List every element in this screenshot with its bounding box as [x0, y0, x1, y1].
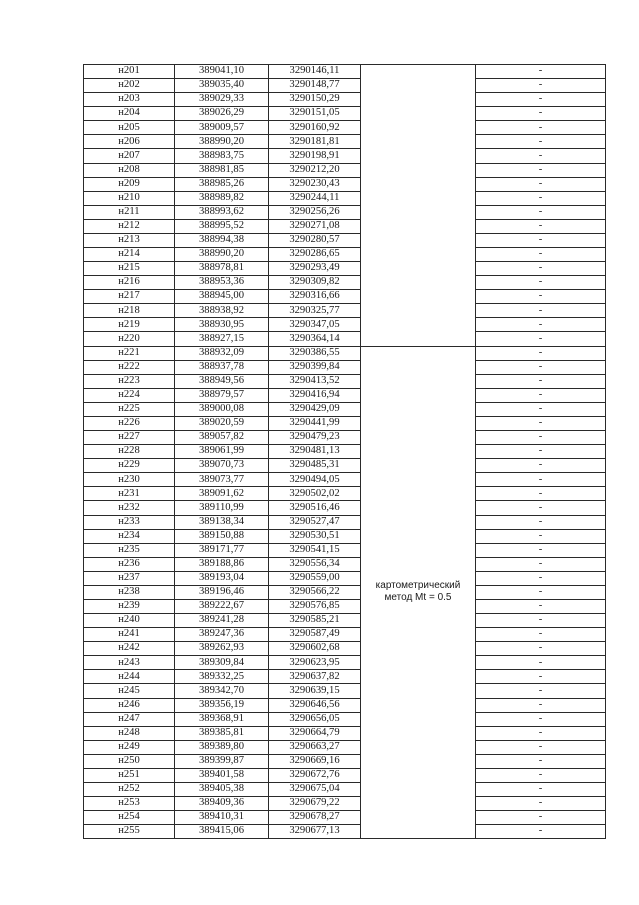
table-row: [84, 585, 606, 599]
method-cell: [361, 346, 476, 839]
method-cell-upper: [361, 65, 476, 347]
y-coordinate-cell: 3290656,05: [269, 712, 361, 726]
y-coordinate-cell: 3290286,65: [269, 248, 361, 262]
y-coordinate-cell: 3290576,85: [269, 599, 361, 613]
accuracy-cell: -: [476, 79, 606, 93]
y-coordinate-cell: 3290293,49: [269, 262, 361, 276]
point-name-cell: н217: [84, 290, 175, 304]
point-name-cell: н254: [84, 811, 175, 825]
accuracy-cell: -: [476, 501, 606, 515]
accuracy-cell: -: [476, 374, 606, 388]
table-row: [84, 163, 606, 177]
point-name-cell: н221: [84, 346, 175, 360]
y-coordinate-cell: 3290316,66: [269, 290, 361, 304]
accuracy-cell: -: [476, 262, 606, 276]
table-row: [84, 374, 606, 388]
x-coordinate-cell: 388983,75: [175, 149, 269, 163]
accuracy-cell: -: [476, 107, 606, 121]
y-coordinate-cell: 3290429,09: [269, 402, 361, 416]
y-coordinate-cell: 3290413,52: [269, 374, 361, 388]
accuracy-cell: -: [476, 614, 606, 628]
point-name-cell: н222: [84, 360, 175, 374]
point-name-cell: н214: [84, 248, 175, 262]
x-coordinate-cell: 389110,99: [175, 501, 269, 515]
point-name-cell: н250: [84, 754, 175, 768]
x-coordinate-cell: 389035,40: [175, 79, 269, 93]
point-name-cell: н252: [84, 782, 175, 796]
table-row: [84, 698, 606, 712]
y-coordinate-cell: 3290271,08: [269, 219, 361, 233]
y-coordinate-cell: 3290679,22: [269, 797, 361, 811]
y-coordinate-cell: 3290675,04: [269, 782, 361, 796]
table-row: [84, 768, 606, 782]
y-coordinate-cell: 3290677,13: [269, 825, 361, 839]
y-coordinate-cell: 3290230,43: [269, 177, 361, 191]
table-row: [84, 205, 606, 219]
x-coordinate-cell: 389356,19: [175, 698, 269, 712]
y-coordinate-cell: 3290530,51: [269, 529, 361, 543]
table-row: [84, 318, 606, 332]
table-row: [84, 262, 606, 276]
accuracy-cell: -: [476, 515, 606, 529]
table-row: [84, 599, 606, 613]
x-coordinate-cell: 388953,36: [175, 276, 269, 290]
accuracy-cell: -: [476, 487, 606, 501]
point-name-cell: н230: [84, 473, 175, 487]
table-row: [84, 459, 606, 473]
accuracy-cell: -: [476, 177, 606, 191]
point-name-cell: н233: [84, 515, 175, 529]
y-coordinate-cell: 3290244,11: [269, 191, 361, 205]
table-row: [84, 782, 606, 796]
table-row: [84, 290, 606, 304]
point-name-cell: н236: [84, 557, 175, 571]
y-coordinate-cell: 3290151,05: [269, 107, 361, 121]
y-coordinate-cell: 3290256,26: [269, 205, 361, 219]
table-row: [84, 557, 606, 571]
y-coordinate-cell: 3290664,79: [269, 726, 361, 740]
x-coordinate-cell: 389070,73: [175, 459, 269, 473]
x-coordinate-cell: 388985,26: [175, 177, 269, 191]
x-coordinate-cell: 389368,91: [175, 712, 269, 726]
y-coordinate-cell: 3290146,11: [269, 65, 361, 79]
point-name-cell: н206: [84, 135, 175, 149]
table-row: [84, 740, 606, 754]
y-coordinate-cell: 3290347,05: [269, 318, 361, 332]
accuracy-cell: -: [476, 346, 606, 360]
accuracy-cell: -: [476, 360, 606, 374]
point-name-cell: н235: [84, 543, 175, 557]
table-row: [84, 797, 606, 811]
table-row: [84, 501, 606, 515]
x-coordinate-cell: 389020,59: [175, 416, 269, 430]
table-row: [84, 177, 606, 191]
point-name-cell: н237: [84, 571, 175, 585]
point-name-cell: н244: [84, 670, 175, 684]
accuracy-cell: -: [476, 797, 606, 811]
accuracy-cell: -: [476, 233, 606, 247]
table-row: [84, 543, 606, 557]
x-coordinate-cell: 389171,77: [175, 543, 269, 557]
x-coordinate-cell: 389222,67: [175, 599, 269, 613]
x-coordinate-cell: 389000,08: [175, 402, 269, 416]
accuracy-cell: -: [476, 698, 606, 712]
accuracy-cell: -: [476, 684, 606, 698]
point-name-cell: н202: [84, 79, 175, 93]
accuracy-cell: -: [476, 585, 606, 599]
x-coordinate-cell: 388932,09: [175, 346, 269, 360]
point-name-cell: н227: [84, 431, 175, 445]
accuracy-cell: -: [476, 276, 606, 290]
table-row: [84, 304, 606, 318]
table-row: [84, 431, 606, 445]
y-coordinate-cell: 3290481,13: [269, 445, 361, 459]
y-coordinate-cell: 3290669,16: [269, 754, 361, 768]
y-coordinate-cell: 3290585,21: [269, 614, 361, 628]
table-row: [84, 65, 606, 79]
y-coordinate-cell: 3290479,23: [269, 431, 361, 445]
table-row: [84, 276, 606, 290]
point-name-cell: н203: [84, 93, 175, 107]
y-coordinate-cell: 3290672,76: [269, 768, 361, 782]
x-coordinate-cell: 388990,20: [175, 248, 269, 262]
accuracy-cell: -: [476, 149, 606, 163]
x-coordinate-cell: 389188,86: [175, 557, 269, 571]
x-coordinate-cell: 389405,38: [175, 782, 269, 796]
table-row: [84, 191, 606, 205]
accuracy-cell: -: [476, 191, 606, 205]
x-coordinate-cell: 389073,77: [175, 473, 269, 487]
accuracy-cell: -: [476, 557, 606, 571]
x-coordinate-cell: 389399,87: [175, 754, 269, 768]
x-coordinate-cell: 389247,36: [175, 628, 269, 642]
table-row: [84, 121, 606, 135]
y-coordinate-cell: 3290556,34: [269, 557, 361, 571]
table-row: [84, 642, 606, 656]
point-name-cell: н215: [84, 262, 175, 276]
accuracy-cell: -: [476, 571, 606, 585]
point-name-cell: н248: [84, 726, 175, 740]
x-coordinate-cell: 388927,15: [175, 332, 269, 346]
accuracy-cell: -: [476, 473, 606, 487]
point-name-cell: н247: [84, 712, 175, 726]
x-coordinate-cell: 388989,82: [175, 191, 269, 205]
point-name-cell: н238: [84, 585, 175, 599]
coordinates-table-body: [84, 65, 606, 839]
point-name-cell: н246: [84, 698, 175, 712]
x-coordinate-cell: 389385,81: [175, 726, 269, 740]
accuracy-cell: -: [476, 416, 606, 430]
point-name-cell: н253: [84, 797, 175, 811]
x-coordinate-cell: 388945,00: [175, 290, 269, 304]
y-coordinate-cell: 3290364,14: [269, 332, 361, 346]
accuracy-cell: -: [476, 205, 606, 219]
table-row: [84, 149, 606, 163]
accuracy-cell: -: [476, 318, 606, 332]
x-coordinate-cell: 388949,56: [175, 374, 269, 388]
point-name-cell: н226: [84, 416, 175, 430]
x-coordinate-cell: 389009,57: [175, 121, 269, 135]
accuracy-cell: -: [476, 163, 606, 177]
table-row: [84, 248, 606, 262]
point-name-cell: н245: [84, 684, 175, 698]
point-name-cell: н220: [84, 332, 175, 346]
table-row: [84, 233, 606, 247]
y-coordinate-cell: 3290160,92: [269, 121, 361, 135]
y-coordinate-cell: 3290485,31: [269, 459, 361, 473]
table-row: [84, 656, 606, 670]
accuracy-cell: -: [476, 712, 606, 726]
x-coordinate-cell: 389332,25: [175, 670, 269, 684]
x-coordinate-cell: 389401,58: [175, 768, 269, 782]
point-name-cell: н212: [84, 219, 175, 233]
y-coordinate-cell: 3290386,55: [269, 346, 361, 360]
y-coordinate-cell: 3290623,95: [269, 656, 361, 670]
coordinates-table-sheet: [83, 64, 600, 853]
table-row: [84, 670, 606, 684]
x-coordinate-cell: 389241,28: [175, 614, 269, 628]
table-row: [84, 811, 606, 825]
y-coordinate-cell: 3290637,82: [269, 670, 361, 684]
x-coordinate-cell: 389309,84: [175, 656, 269, 670]
point-name-cell: н239: [84, 599, 175, 613]
table-row: [84, 332, 606, 346]
x-coordinate-cell: 389410,31: [175, 811, 269, 825]
point-name-cell: н251: [84, 768, 175, 782]
table-row: [84, 628, 606, 642]
table-row: [84, 726, 606, 740]
y-coordinate-cell: 3290181,81: [269, 135, 361, 149]
point-name-cell: н218: [84, 304, 175, 318]
table-row: [84, 473, 606, 487]
accuracy-cell: -: [476, 740, 606, 754]
x-coordinate-cell: 388930,95: [175, 318, 269, 332]
accuracy-cell: -: [476, 135, 606, 149]
point-name-cell: н241: [84, 628, 175, 642]
point-name-cell: н232: [84, 501, 175, 515]
table-row: [84, 487, 606, 501]
y-coordinate-cell: 3290280,57: [269, 233, 361, 247]
table-row: [84, 93, 606, 107]
x-coordinate-cell: 389193,04: [175, 571, 269, 585]
point-name-cell: н201: [84, 65, 175, 79]
point-name-cell: н234: [84, 529, 175, 543]
table-row: [84, 754, 606, 768]
x-coordinate-cell: 389389,80: [175, 740, 269, 754]
table-row: [84, 79, 606, 93]
point-name-cell: н204: [84, 107, 175, 121]
method-label-line1: картометрический: [375, 580, 461, 592]
point-name-cell: н213: [84, 233, 175, 247]
table-row: [84, 416, 606, 430]
y-coordinate-cell: 3290494,05: [269, 473, 361, 487]
accuracy-cell: -: [476, 65, 606, 79]
table-row: [84, 529, 606, 543]
point-name-cell: н229: [84, 459, 175, 473]
accuracy-cell: -: [476, 656, 606, 670]
point-name-cell: н243: [84, 656, 175, 670]
table-row: [84, 107, 606, 121]
method-label-line2: метод Mt = 0.5: [384, 592, 452, 604]
point-name-cell: н231: [84, 487, 175, 501]
accuracy-cell: -: [476, 248, 606, 262]
point-name-cell: н205: [84, 121, 175, 135]
x-coordinate-cell: 388981,85: [175, 163, 269, 177]
point-name-cell: н210: [84, 191, 175, 205]
y-coordinate-cell: 3290399,84: [269, 360, 361, 374]
y-coordinate-cell: 3290502,02: [269, 487, 361, 501]
accuracy-cell: -: [476, 219, 606, 233]
accuracy-cell: -: [476, 726, 606, 740]
table-row: [84, 712, 606, 726]
point-name-cell: н228: [84, 445, 175, 459]
table-row: [84, 825, 606, 839]
table-row: [84, 219, 606, 233]
coordinates-table: [83, 64, 606, 839]
x-coordinate-cell: 389262,93: [175, 642, 269, 656]
table-row: [84, 571, 606, 585]
y-coordinate-cell: 3290212,20: [269, 163, 361, 177]
x-coordinate-cell: 389061,99: [175, 445, 269, 459]
x-coordinate-cell: 389029,33: [175, 93, 269, 107]
y-coordinate-cell: 3290516,46: [269, 501, 361, 515]
x-coordinate-cell: 389057,82: [175, 431, 269, 445]
accuracy-cell: -: [476, 388, 606, 402]
y-coordinate-cell: 3290527,47: [269, 515, 361, 529]
point-name-cell: н211: [84, 205, 175, 219]
accuracy-cell: -: [476, 304, 606, 318]
y-coordinate-cell: 3290602,68: [269, 642, 361, 656]
y-coordinate-cell: 3290663,27: [269, 740, 361, 754]
accuracy-cell: -: [476, 670, 606, 684]
table-row: [84, 614, 606, 628]
point-name-cell: н225: [84, 402, 175, 416]
x-coordinate-cell: 388990,20: [175, 135, 269, 149]
x-coordinate-cell: 388993,62: [175, 205, 269, 219]
accuracy-cell: -: [476, 431, 606, 445]
accuracy-cell: -: [476, 543, 606, 557]
y-coordinate-cell: 3290416,94: [269, 388, 361, 402]
y-coordinate-cell: 3290150,29: [269, 93, 361, 107]
table-row: [84, 402, 606, 416]
y-coordinate-cell: 3290148,77: [269, 79, 361, 93]
accuracy-cell: -: [476, 529, 606, 543]
x-coordinate-cell: 388938,92: [175, 304, 269, 318]
point-name-cell: н208: [84, 163, 175, 177]
point-name-cell: н249: [84, 740, 175, 754]
table-row: [84, 388, 606, 402]
x-coordinate-cell: 389409,36: [175, 797, 269, 811]
x-coordinate-cell: 389196,46: [175, 585, 269, 599]
x-coordinate-cell: 389150,88: [175, 529, 269, 543]
y-coordinate-cell: 3290587,49: [269, 628, 361, 642]
table-row: [84, 445, 606, 459]
accuracy-cell: -: [476, 754, 606, 768]
y-coordinate-cell: 3290559,00: [269, 571, 361, 585]
accuracy-cell: -: [476, 459, 606, 473]
x-coordinate-cell: 388995,52: [175, 219, 269, 233]
x-coordinate-cell: 388978,81: [175, 262, 269, 276]
point-name-cell: н216: [84, 276, 175, 290]
table-row: [84, 360, 606, 374]
x-coordinate-cell: 388994,38: [175, 233, 269, 247]
x-coordinate-cell: 389026,29: [175, 107, 269, 121]
x-coordinate-cell: 389138,34: [175, 515, 269, 529]
accuracy-cell: -: [476, 825, 606, 839]
y-coordinate-cell: 3290566,22: [269, 585, 361, 599]
accuracy-cell: -: [476, 332, 606, 346]
x-coordinate-cell: 388979,57: [175, 388, 269, 402]
point-name-cell: н223: [84, 374, 175, 388]
point-name-cell: н224: [84, 388, 175, 402]
y-coordinate-cell: 3290646,56: [269, 698, 361, 712]
accuracy-cell: -: [476, 402, 606, 416]
point-name-cell: н255: [84, 825, 175, 839]
point-name-cell: н207: [84, 149, 175, 163]
table-row: [84, 515, 606, 529]
accuracy-cell: -: [476, 93, 606, 107]
y-coordinate-cell: 3290325,77: [269, 304, 361, 318]
accuracy-cell: -: [476, 642, 606, 656]
accuracy-cell: -: [476, 782, 606, 796]
accuracy-cell: -: [476, 290, 606, 304]
y-coordinate-cell: 3290541,15: [269, 543, 361, 557]
y-coordinate-cell: 3290441,99: [269, 416, 361, 430]
x-coordinate-cell: 389091,62: [175, 487, 269, 501]
x-coordinate-cell: 388937,78: [175, 360, 269, 374]
point-name-cell: н242: [84, 642, 175, 656]
y-coordinate-cell: 3290639,15: [269, 684, 361, 698]
accuracy-cell: -: [476, 599, 606, 613]
y-coordinate-cell: 3290678,27: [269, 811, 361, 825]
y-coordinate-cell: 3290309,82: [269, 276, 361, 290]
y-coordinate-cell: 3290198,91: [269, 149, 361, 163]
table-row: [84, 135, 606, 149]
x-coordinate-cell: 389041,10: [175, 65, 269, 79]
accuracy-cell: -: [476, 768, 606, 782]
table-row: [84, 684, 606, 698]
point-name-cell: н240: [84, 614, 175, 628]
accuracy-cell: -: [476, 121, 606, 135]
accuracy-cell: -: [476, 811, 606, 825]
accuracy-cell: -: [476, 445, 606, 459]
point-name-cell: н219: [84, 318, 175, 332]
accuracy-cell: -: [476, 628, 606, 642]
x-coordinate-cell: 389415,06: [175, 825, 269, 839]
table-row: [84, 346, 606, 360]
x-coordinate-cell: 389342,70: [175, 684, 269, 698]
point-name-cell: н209: [84, 177, 175, 191]
